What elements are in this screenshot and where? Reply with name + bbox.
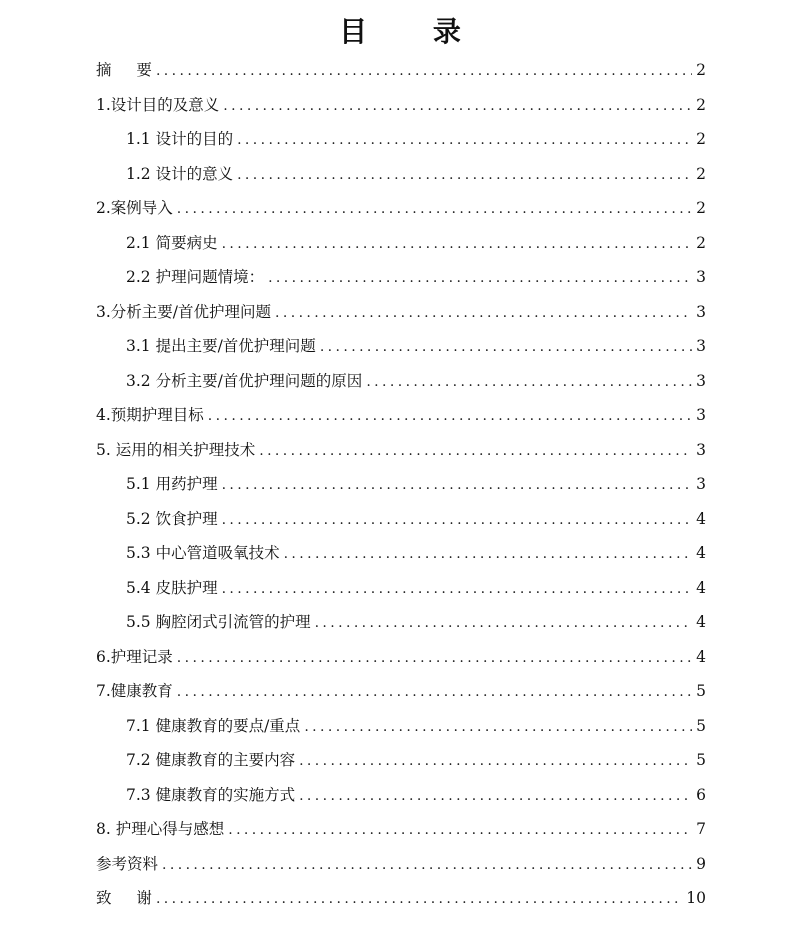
toc-entry[interactable] (96, 847, 706, 882)
toc-entry-label: 7.3 健康教育的实施方式 (126, 785, 296, 804)
toc-entry-label: 1.2 设计的意义 (126, 164, 234, 183)
dot-leader (222, 227, 692, 262)
dot-leader (366, 365, 692, 400)
toc-entry-label: 7.1 健康教育的要点/重点 (126, 716, 301, 735)
toc-entry-label: 2.案例导入 (96, 199, 173, 217)
toc-entry-page: 5 (696, 716, 706, 735)
dot-leader (299, 779, 692, 814)
toc-entry-label: 参考资料 (96, 854, 159, 873)
toc-entry-page: 5 (696, 682, 706, 700)
toc-entry[interactable] (96, 295, 706, 330)
toc-entry-page: 2 (696, 164, 706, 183)
dot-leader (156, 882, 682, 917)
toc-entry[interactable] (96, 398, 706, 433)
dot-leader (237, 158, 692, 193)
toc-entry-page: 4 (696, 578, 706, 597)
toc-entry-page: 4 (696, 613, 706, 631)
toc-entry-page: 2 (696, 233, 706, 252)
dot-leader (222, 503, 692, 538)
toc-entry-page: 3 (696, 371, 706, 390)
dot-leader (299, 744, 692, 779)
toc-entry-label: 7.健康教育 (96, 682, 173, 700)
dot-leader (315, 606, 692, 641)
toc-entry-page: 2 (696, 130, 706, 148)
dot-leader (259, 434, 692, 469)
toc-entry-page: 3 (696, 337, 706, 355)
toc-entry-label: 1.1 设计的目的 (126, 130, 234, 148)
toc-entry[interactable] (96, 812, 706, 847)
toc-entry-page: 2 (696, 95, 706, 114)
toc-entry[interactable] (96, 881, 706, 916)
toc-entry-label: 5.5 胸腔闭式引流管的护理 (126, 613, 311, 631)
dot-leader (223, 89, 692, 124)
toc-subentry[interactable] (96, 329, 706, 364)
dot-leader (208, 399, 692, 434)
toc-entry-page: 7 (696, 820, 706, 838)
toc-subentry[interactable] (96, 709, 706, 744)
toc-entry-label: 摘 要 (96, 61, 152, 79)
dot-leader (222, 468, 692, 503)
toc-entry[interactable] (96, 88, 706, 123)
toc-entry-label: 6.护理记录 (96, 647, 173, 666)
toc-list (96, 53, 706, 916)
toc-subentry[interactable] (96, 226, 706, 261)
toc-entry-page: 3 (696, 475, 706, 493)
toc-subentry[interactable] (96, 157, 706, 192)
toc-entry-page: 3 (696, 406, 706, 424)
dot-leader (284, 537, 692, 572)
page-title: 目 录 (339, 15, 489, 48)
toc-subentry[interactable] (96, 122, 706, 157)
dot-leader (162, 848, 692, 883)
toc-subentry[interactable] (96, 778, 706, 813)
toc-entry-label: 1.设计目的及意义 (96, 95, 220, 114)
toc-entry[interactable] (96, 433, 706, 468)
toc-entry-page: 5 (696, 751, 706, 769)
toc-entry[interactable] (96, 640, 706, 675)
toc-entry-label: 7.2 健康教育的主要内容 (126, 751, 296, 769)
toc-entry-label: 5.3 中心管道吸氧技术 (126, 544, 280, 562)
toc-entry-page: 2 (696, 61, 706, 79)
dot-leader (156, 54, 692, 89)
toc-entry-page: 3 (696, 302, 706, 321)
toc-subentry[interactable] (96, 536, 706, 571)
toc-entry-label: 5.4 皮肤护理 (126, 578, 218, 597)
toc-entry-page: 2 (696, 199, 706, 217)
toc-subentry[interactable] (96, 571, 706, 606)
dot-leader (304, 710, 692, 745)
toc-entry-page: 9 (696, 854, 706, 873)
toc-entry-page: 6 (696, 785, 706, 804)
toc-subentry[interactable] (96, 743, 706, 778)
dot-leader (228, 813, 692, 848)
dot-leader (320, 330, 692, 365)
dot-leader (275, 296, 692, 331)
dot-leader (222, 572, 692, 607)
toc-subentry[interactable] (96, 502, 706, 537)
dot-leader (177, 641, 692, 676)
toc-entry[interactable] (96, 53, 706, 88)
toc-entry-page: 4 (696, 647, 706, 666)
toc-entry-page: 4 (696, 509, 706, 528)
toc-entry-label: 2.2 护理问题情境： (126, 268, 265, 286)
toc-entry[interactable] (96, 674, 706, 709)
dot-leader (177, 192, 692, 227)
toc-entry[interactable] (96, 191, 706, 226)
toc-entry-label: 5.2 饮食护理 (126, 509, 218, 528)
toc-entry-label: 3.分析主要/首优护理问题 (96, 302, 272, 321)
toc-subentry[interactable] (96, 605, 706, 640)
dot-leader (237, 123, 692, 158)
toc-entry-label: 8. 护理心得与感想 (96, 820, 225, 838)
toc-entry-label: 4.预期护理目标 (96, 406, 204, 424)
toc-entry-page: 3 (696, 268, 706, 286)
toc-entry-page: 3 (696, 440, 706, 459)
dot-leader (268, 261, 692, 296)
dot-leader (177, 675, 692, 710)
toc-entry-page: 4 (696, 544, 706, 562)
toc-entry-label: 致 谢 (96, 889, 152, 907)
toc-entry-label: 3.2 分析主要/首优护理问题的原因 (126, 371, 363, 390)
toc-entry-label: 5.1 用药护理 (126, 475, 218, 493)
toc-entry-label: 3.1 提出主要/首优护理问题 (126, 337, 316, 355)
toc-entry-page: 10 (686, 889, 706, 907)
toc-subentry[interactable] (96, 467, 706, 502)
toc-subentry[interactable] (96, 260, 706, 295)
toc-subentry[interactable] (96, 364, 706, 399)
toc-entry-label: 2.1 简要病史 (126, 233, 218, 252)
toc-entry-label: 5. 运用的相关护理技术 (96, 440, 256, 459)
